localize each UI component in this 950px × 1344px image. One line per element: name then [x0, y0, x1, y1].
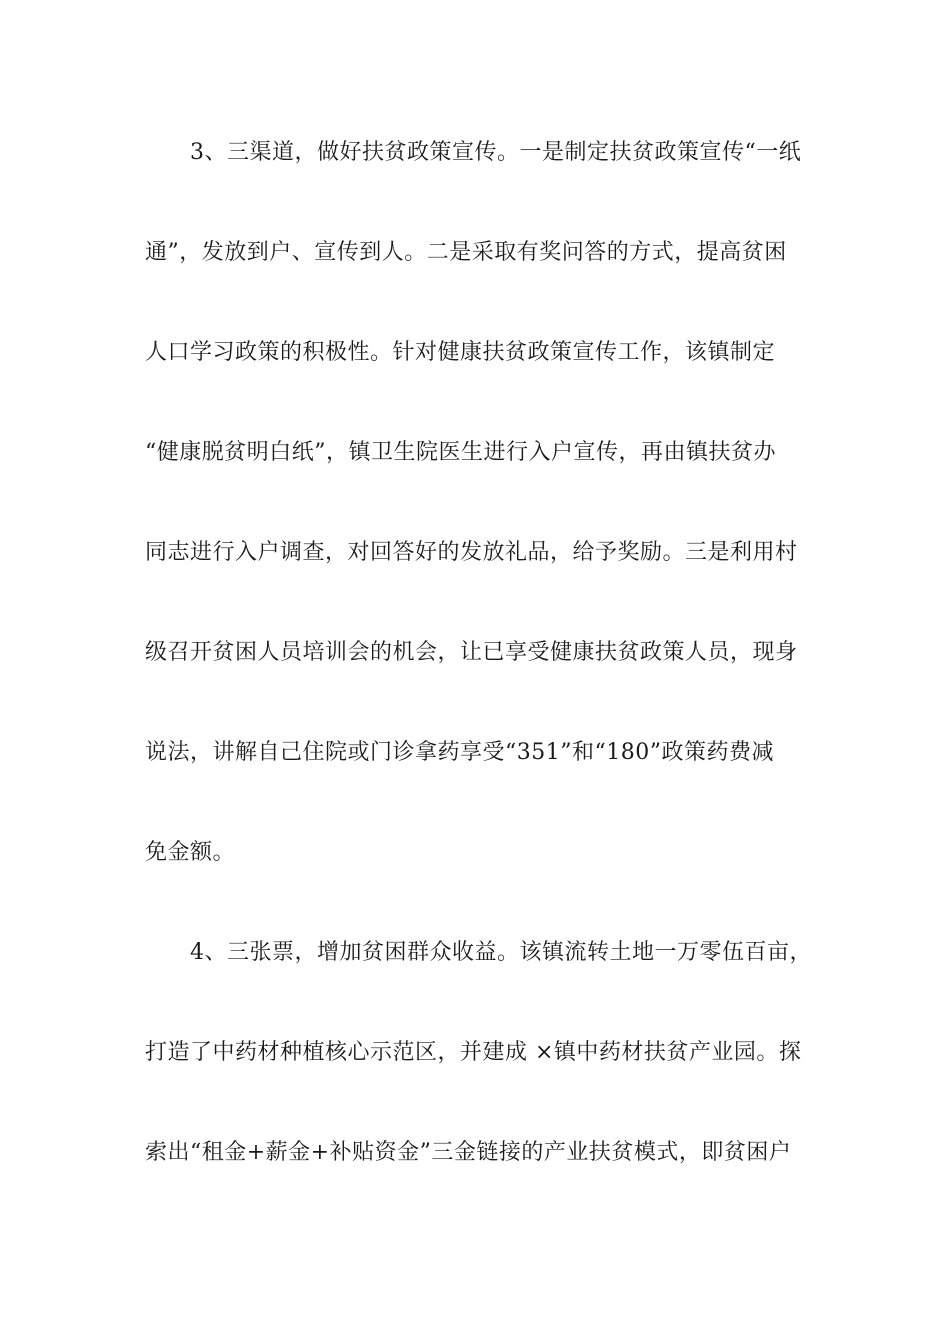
paragraph-line: 3、三渠道，做好扶贫政策宣传。一是制定扶贫政策宣传“一纸: [190, 140, 802, 165]
paragraph-line: 说法，讲解自己住院或门诊拿药享受“351”和“180”政策药费减: [145, 740, 774, 765]
paragraph-section-4: [145, 931, 810, 1231]
paragraph-line: 免金额。: [145, 840, 236, 865]
paragraph-line: 同志进行入户调查，对回答好的发放礼品，给予奖励。三是利用村: [145, 540, 798, 565]
paragraph-line: 打造了中药材种植核心示范区，并建成 ×镇中药材扶贫产业园。探: [145, 1040, 802, 1065]
paragraph-line: 级召开贫困人员培训会的机会，让已享受健康扶贫政策人员，现身: [145, 640, 798, 665]
paragraph-line: 索出“租金+薪金+补贴资金”三金链接的产业扶贫模式，即贫困户: [145, 1140, 792, 1165]
paragraph-line: 通”，发放到户、宣传到人。二是采取有奖问答的方式，提高贫困: [145, 240, 787, 265]
document-body: [145, 131, 810, 1231]
paragraph-line: 4、三张票，增加贫困群众收益。该镇流转土地一万零伍百亩，: [190, 940, 812, 965]
paragraph-line: 人口学习政策的积极性。针对健康扶贫政策宣传工作，该镇制定: [145, 340, 776, 365]
paragraph-line: “健康脱贫明白纸”，镇卫生院医生进行入户宣传，再由镇扶贫办: [145, 440, 776, 465]
paragraph-section-3: [145, 131, 810, 931]
